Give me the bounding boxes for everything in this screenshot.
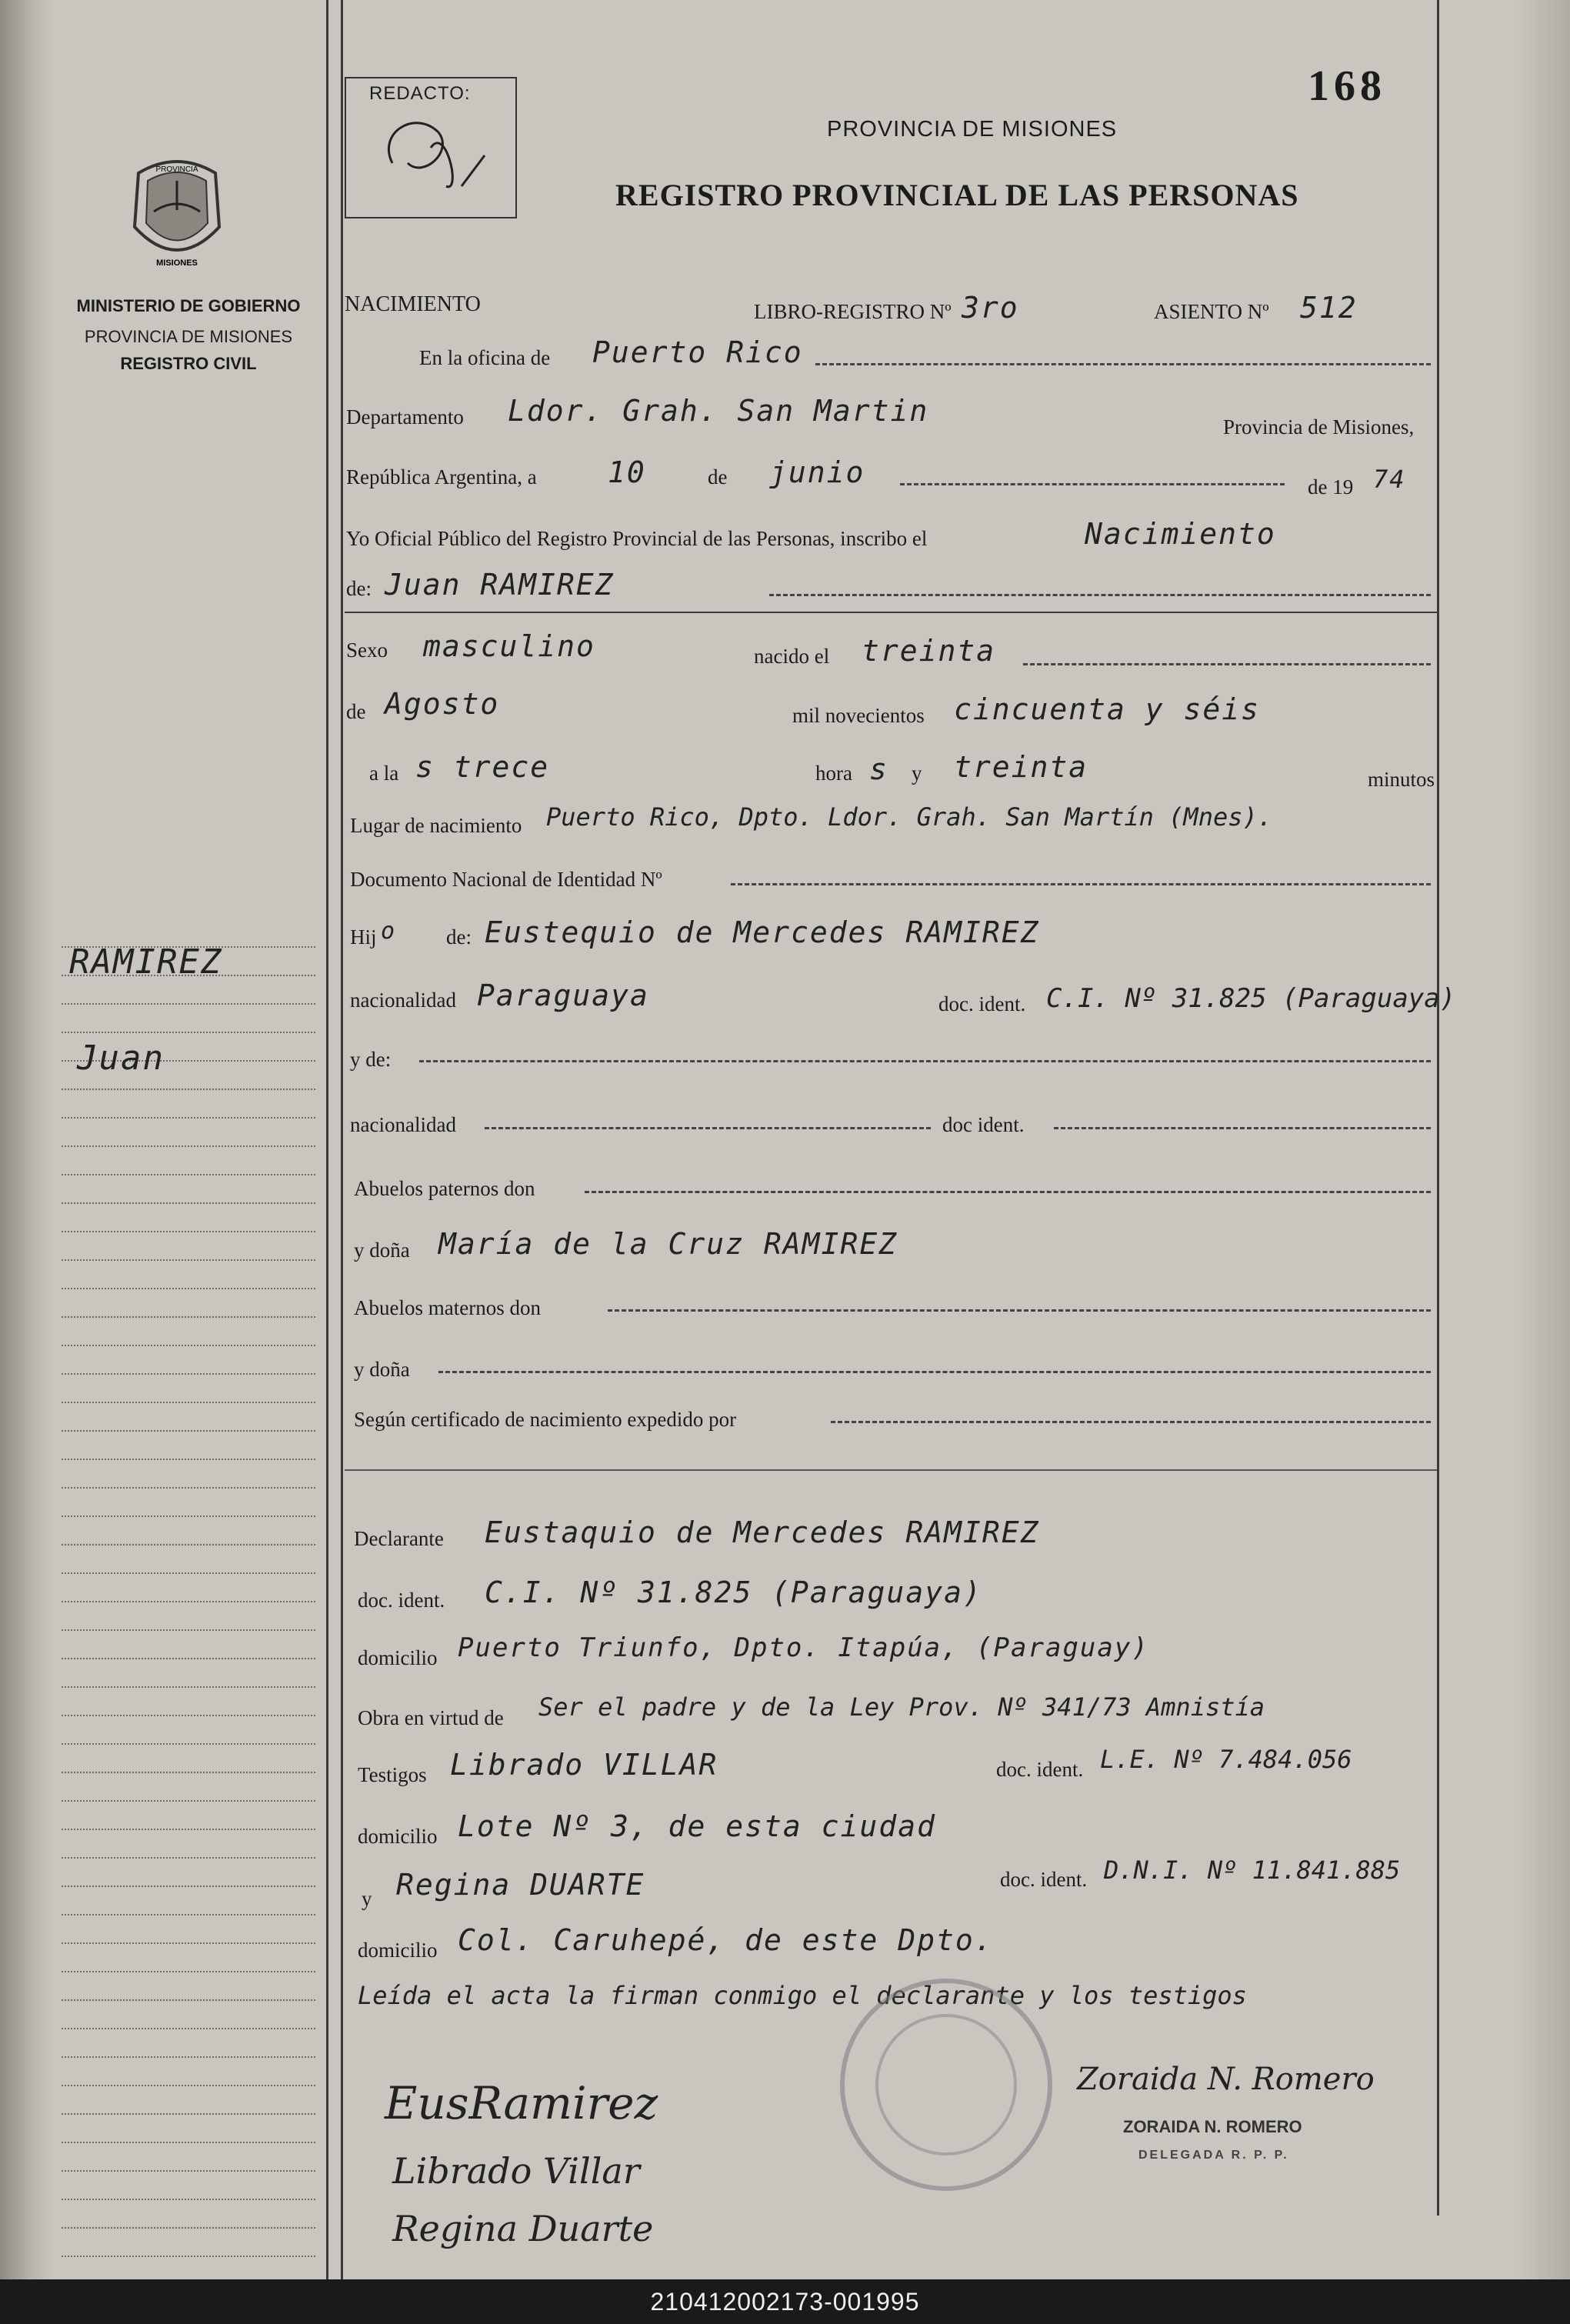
mes-nac-value: Agosto (385, 687, 500, 721)
seal-bottom-text: MISIONES (156, 258, 198, 268)
y2-label: y (362, 1887, 372, 1910)
de3-label: de (346, 700, 366, 723)
margin-ruled-line (62, 1829, 315, 1830)
fill-dashes (815, 363, 1431, 365)
sexo-value: masculino (423, 629, 595, 663)
margin-ruled-line (62, 1316, 315, 1318)
oficina-label: En la oficina de (419, 346, 551, 369)
margin-ruled-line (62, 1288, 315, 1289)
domicilio2-label: domicilio (358, 1825, 438, 1848)
provincia-label: Provincia de Misiones, (1223, 415, 1415, 438)
province-heading: PROVINCIA DE MISIONES (827, 117, 1118, 142)
margin-ruled-line (62, 2142, 315, 2143)
oficial-text: Yo Oficial Público del Registro Provincial de las Personas, inscribo el (346, 527, 928, 550)
fill-dashes (585, 1191, 1431, 1193)
hijo-suffix: o (381, 918, 397, 945)
republica-label: República Argentina, a (346, 465, 537, 488)
dia-value: 10 (608, 455, 646, 489)
ministry-line-1: MINISTERIO DE GOBIERNO (76, 296, 301, 315)
docident2-label: doc ident. (942, 1113, 1025, 1136)
hora-suffix: s (869, 752, 888, 786)
margin-ruled-line (62, 1174, 315, 1175)
lugar-label: Lugar de nacimiento (350, 814, 522, 837)
page-number: 168 (1308, 62, 1386, 110)
obra-label: Obra en virtud de (358, 1706, 504, 1729)
testigo2-value: Regina DUARTE (396, 1868, 645, 1902)
margin-ruled-line (62, 2227, 315, 2229)
book-binding (0, 0, 54, 2279)
margin-ruled-line (62, 2085, 315, 2086)
lugar-value: Puerto Rico, Dpto. Ldor. Grah. San Martín (Mnes). (546, 802, 1273, 832)
asiento-value: 512 (1300, 291, 1358, 325)
margin-ruled-line (62, 1857, 315, 1859)
margin-ruled-line (62, 1686, 315, 1688)
docident-value: C.I. Nº 31.825 (Paraguaya) (1046, 983, 1456, 1014)
asiento-label: ASIENTO Nº (1154, 300, 1269, 323)
fill-dashes (900, 483, 1285, 485)
margin-ruled-line (62, 1942, 315, 1944)
margin-ruled-line (62, 1572, 315, 1574)
declarante-signature: EusRamirez (385, 2077, 658, 2129)
seal-top-text: PROVINCIA (155, 165, 198, 174)
domicilio2-value: Lote Nº 3, de esta ciudad (458, 1809, 936, 1843)
margin-ruled-line (62, 2170, 315, 2172)
registry-heading: REGISTRO PROVINCIAL DE LAS PERSONAS (615, 178, 1299, 212)
oficial-signature: Zoraida N. Romero (1077, 2062, 1375, 2097)
section-rule (345, 1469, 1437, 1471)
oficial-stamp-title: DELEGADA R. P. P. (1138, 2149, 1289, 2162)
abuelos-pat-label: Abuelos paternos don (354, 1177, 535, 1200)
domicilio-label: domicilio (358, 1646, 438, 1669)
margin-ruled-line (62, 1544, 315, 1545)
ydona2-label: y doña (354, 1358, 410, 1381)
domicilio3-label: domicilio (358, 1939, 438, 1962)
registry-stamp-seal (831, 1969, 1062, 2200)
margin-ruled-line (62, 1971, 315, 1972)
ydona-value: María de la Cruz RAMIREZ (438, 1227, 898, 1261)
de-label: de (708, 465, 728, 488)
section-rule (345, 612, 1437, 613)
decl-doc-value: C.I. Nº 31.825 (Paraguaya) (485, 1575, 982, 1609)
declarante-label: Declarante (354, 1527, 444, 1550)
anio-nac-value: cincuenta y séis (954, 692, 1261, 726)
fill-dashes (1054, 1127, 1431, 1129)
margin-ruled-line (62, 1601, 315, 1602)
decl-doc-label: doc. ident. (358, 1589, 445, 1612)
margin-ruled-line (62, 1345, 315, 1346)
y-label: y (912, 762, 922, 785)
act-type-label: NACIMIENTO (345, 292, 481, 316)
hijo-de-label: de: (446, 925, 472, 949)
docident-label: doc. ident. (938, 992, 1026, 1015)
fill-dashes (831, 1421, 1431, 1423)
image-id-footer: 210412002173-001995 (0, 2279, 1570, 2324)
ministry-line-3: REGISTRO CIVIL (120, 354, 257, 373)
certificado-label: Según certificado de nacimiento expedido por (354, 1408, 737, 1431)
nacionalidad-label: nacionalidad (350, 989, 456, 1012)
margin-ruled-line (62, 1231, 315, 1232)
margin-ruled-line (62, 1145, 315, 1147)
minutos-label: minutos (1368, 768, 1435, 791)
margin-ruled-line (62, 1715, 315, 1716)
redacto-label: REDACTO: (369, 83, 471, 104)
domicilio-value: Puerto Triunfo, Dpto. Itapúa, (Paraguay) (458, 1632, 1149, 1663)
margin-ruled-line (62, 1259, 315, 1261)
margin-surname: RAMIREZ (69, 942, 223, 982)
fill-dashes (1023, 663, 1431, 665)
minutos-value: treinta (954, 750, 1088, 784)
margin-ruled-line (62, 1089, 315, 1090)
testigo1-value: Librado VILLAR (450, 1748, 718, 1782)
mil-label: mil novecientos (792, 704, 925, 727)
de2-label: de: (346, 577, 372, 600)
margin-ruled-line (62, 2199, 315, 2200)
margin-ruled-line (62, 1003, 315, 1005)
margin-ruled-line (62, 2056, 315, 2058)
margin-ruled-line (62, 1117, 315, 1119)
margin-ruled-line (62, 1032, 315, 1033)
margin-ruled-line (62, 1999, 315, 2001)
alas-label: a la (369, 762, 399, 785)
nacionalidad-value: Paraguaya (477, 979, 649, 1012)
margin-ruled-line (62, 1430, 315, 1432)
anio-label: de 19 (1308, 475, 1354, 498)
margin-ruled-line (62, 1772, 315, 1773)
anio-value: 74 (1373, 465, 1406, 494)
nombre-value: Juan RAMIREZ (385, 568, 615, 602)
margin-ruled-line (62, 1886, 315, 1887)
oficina-value: Puerto Rico (592, 335, 803, 369)
margin-ruled-line (62, 2113, 315, 2115)
hora-label: hora (815, 762, 852, 785)
margin-ruled-line (62, 1743, 315, 1745)
t1-doc-value: L.E. Nº 7.484.056 (1100, 1745, 1352, 1774)
domicilio3-value: Col. Caruhepé, de este Dpto. (458, 1923, 994, 1957)
margin-ruled-line (62, 1459, 315, 1460)
margin-given-name: Juan (77, 1039, 165, 1078)
margin-ruled-line (62, 1629, 315, 1631)
margin-ruled-line (62, 1914, 315, 1916)
fill-dashes (485, 1127, 931, 1129)
madre-value: Eustequio de Mercedes RAMIREZ (485, 915, 1040, 949)
leida-value: Leída el acta la firman conmigo el declarante y los testigos (358, 1981, 1247, 2010)
margin-ruled-line (62, 1800, 315, 1802)
nacido-label: nacido el (754, 645, 830, 668)
alas-value: s trece (415, 750, 550, 784)
inscripcion-value: Nacimiento (1085, 517, 1276, 551)
t1-doc-label: doc. ident. (996, 1758, 1084, 1781)
margin-ruled-line (62, 1402, 315, 1403)
province-seal-logo (123, 150, 231, 273)
yde-label: y de: (350, 1048, 392, 1071)
testigo2-signature: Regina Duarte (392, 2208, 654, 2249)
right-border-line (1437, 0, 1439, 2216)
margin-divider-line-2 (341, 0, 343, 2279)
sexo-label: Sexo (346, 639, 388, 662)
fill-dashes (608, 1309, 1431, 1312)
fill-dashes (731, 883, 1431, 885)
nacido-value: treinta (862, 634, 996, 668)
ministry-line-2: PROVINCIA DE MISIONES (84, 327, 293, 346)
testigo1-signature: Librado Villar (392, 2150, 640, 2192)
abuelos-mat-label: Abuelos maternos don (354, 1296, 541, 1319)
departamento-value: Ldor. Grah. San Martin (508, 394, 929, 428)
redacto-initials-signature (346, 78, 515, 217)
margin-ruled-line (62, 2028, 315, 2029)
fill-dashes (419, 1060, 1431, 1062)
fill-dashes (438, 1371, 1431, 1373)
ydona-label: y doña (354, 1239, 410, 1262)
margin-ruled-line (62, 1515, 315, 1517)
page-edge (1516, 0, 1570, 2279)
mes-value: junio (769, 455, 865, 489)
testigos-label: Testigos (358, 1763, 427, 1786)
t2-doc-label: doc. ident. (1000, 1868, 1088, 1891)
t2-doc-value: D.N.I. Nº 11.841.885 (1104, 1856, 1401, 1885)
margin-ruled-line (62, 1487, 315, 1489)
margin-ruled-line (62, 1373, 315, 1375)
margin-divider-line (326, 0, 328, 2279)
oficial-stamp-name: ZORAIDA N. ROMERO (1123, 2117, 1302, 2136)
dni-label: Documento Nacional de Identidad Nº (350, 868, 662, 891)
margin-ruled-line (62, 1202, 315, 1204)
redacto-box (345, 77, 517, 218)
margin-ruled-line (62, 1658, 315, 1659)
libro-value: 3ro (962, 291, 1019, 325)
declarante-value: Eustaquio de Mercedes RAMIREZ (485, 1515, 1040, 1549)
margin-ruled-line (62, 2256, 315, 2257)
fill-dashes (769, 594, 1431, 596)
nacionalidad2-label: nacionalidad (350, 1113, 456, 1136)
departamento-label: Departamento (346, 405, 464, 428)
obra-value: Ser el padre y de la Ley Prov. Nº 341/73 Amnistía (538, 1692, 1265, 1722)
hijo-label: Hij (350, 925, 377, 949)
libro-label: LIBRO-REGISTRO Nº (754, 300, 952, 323)
